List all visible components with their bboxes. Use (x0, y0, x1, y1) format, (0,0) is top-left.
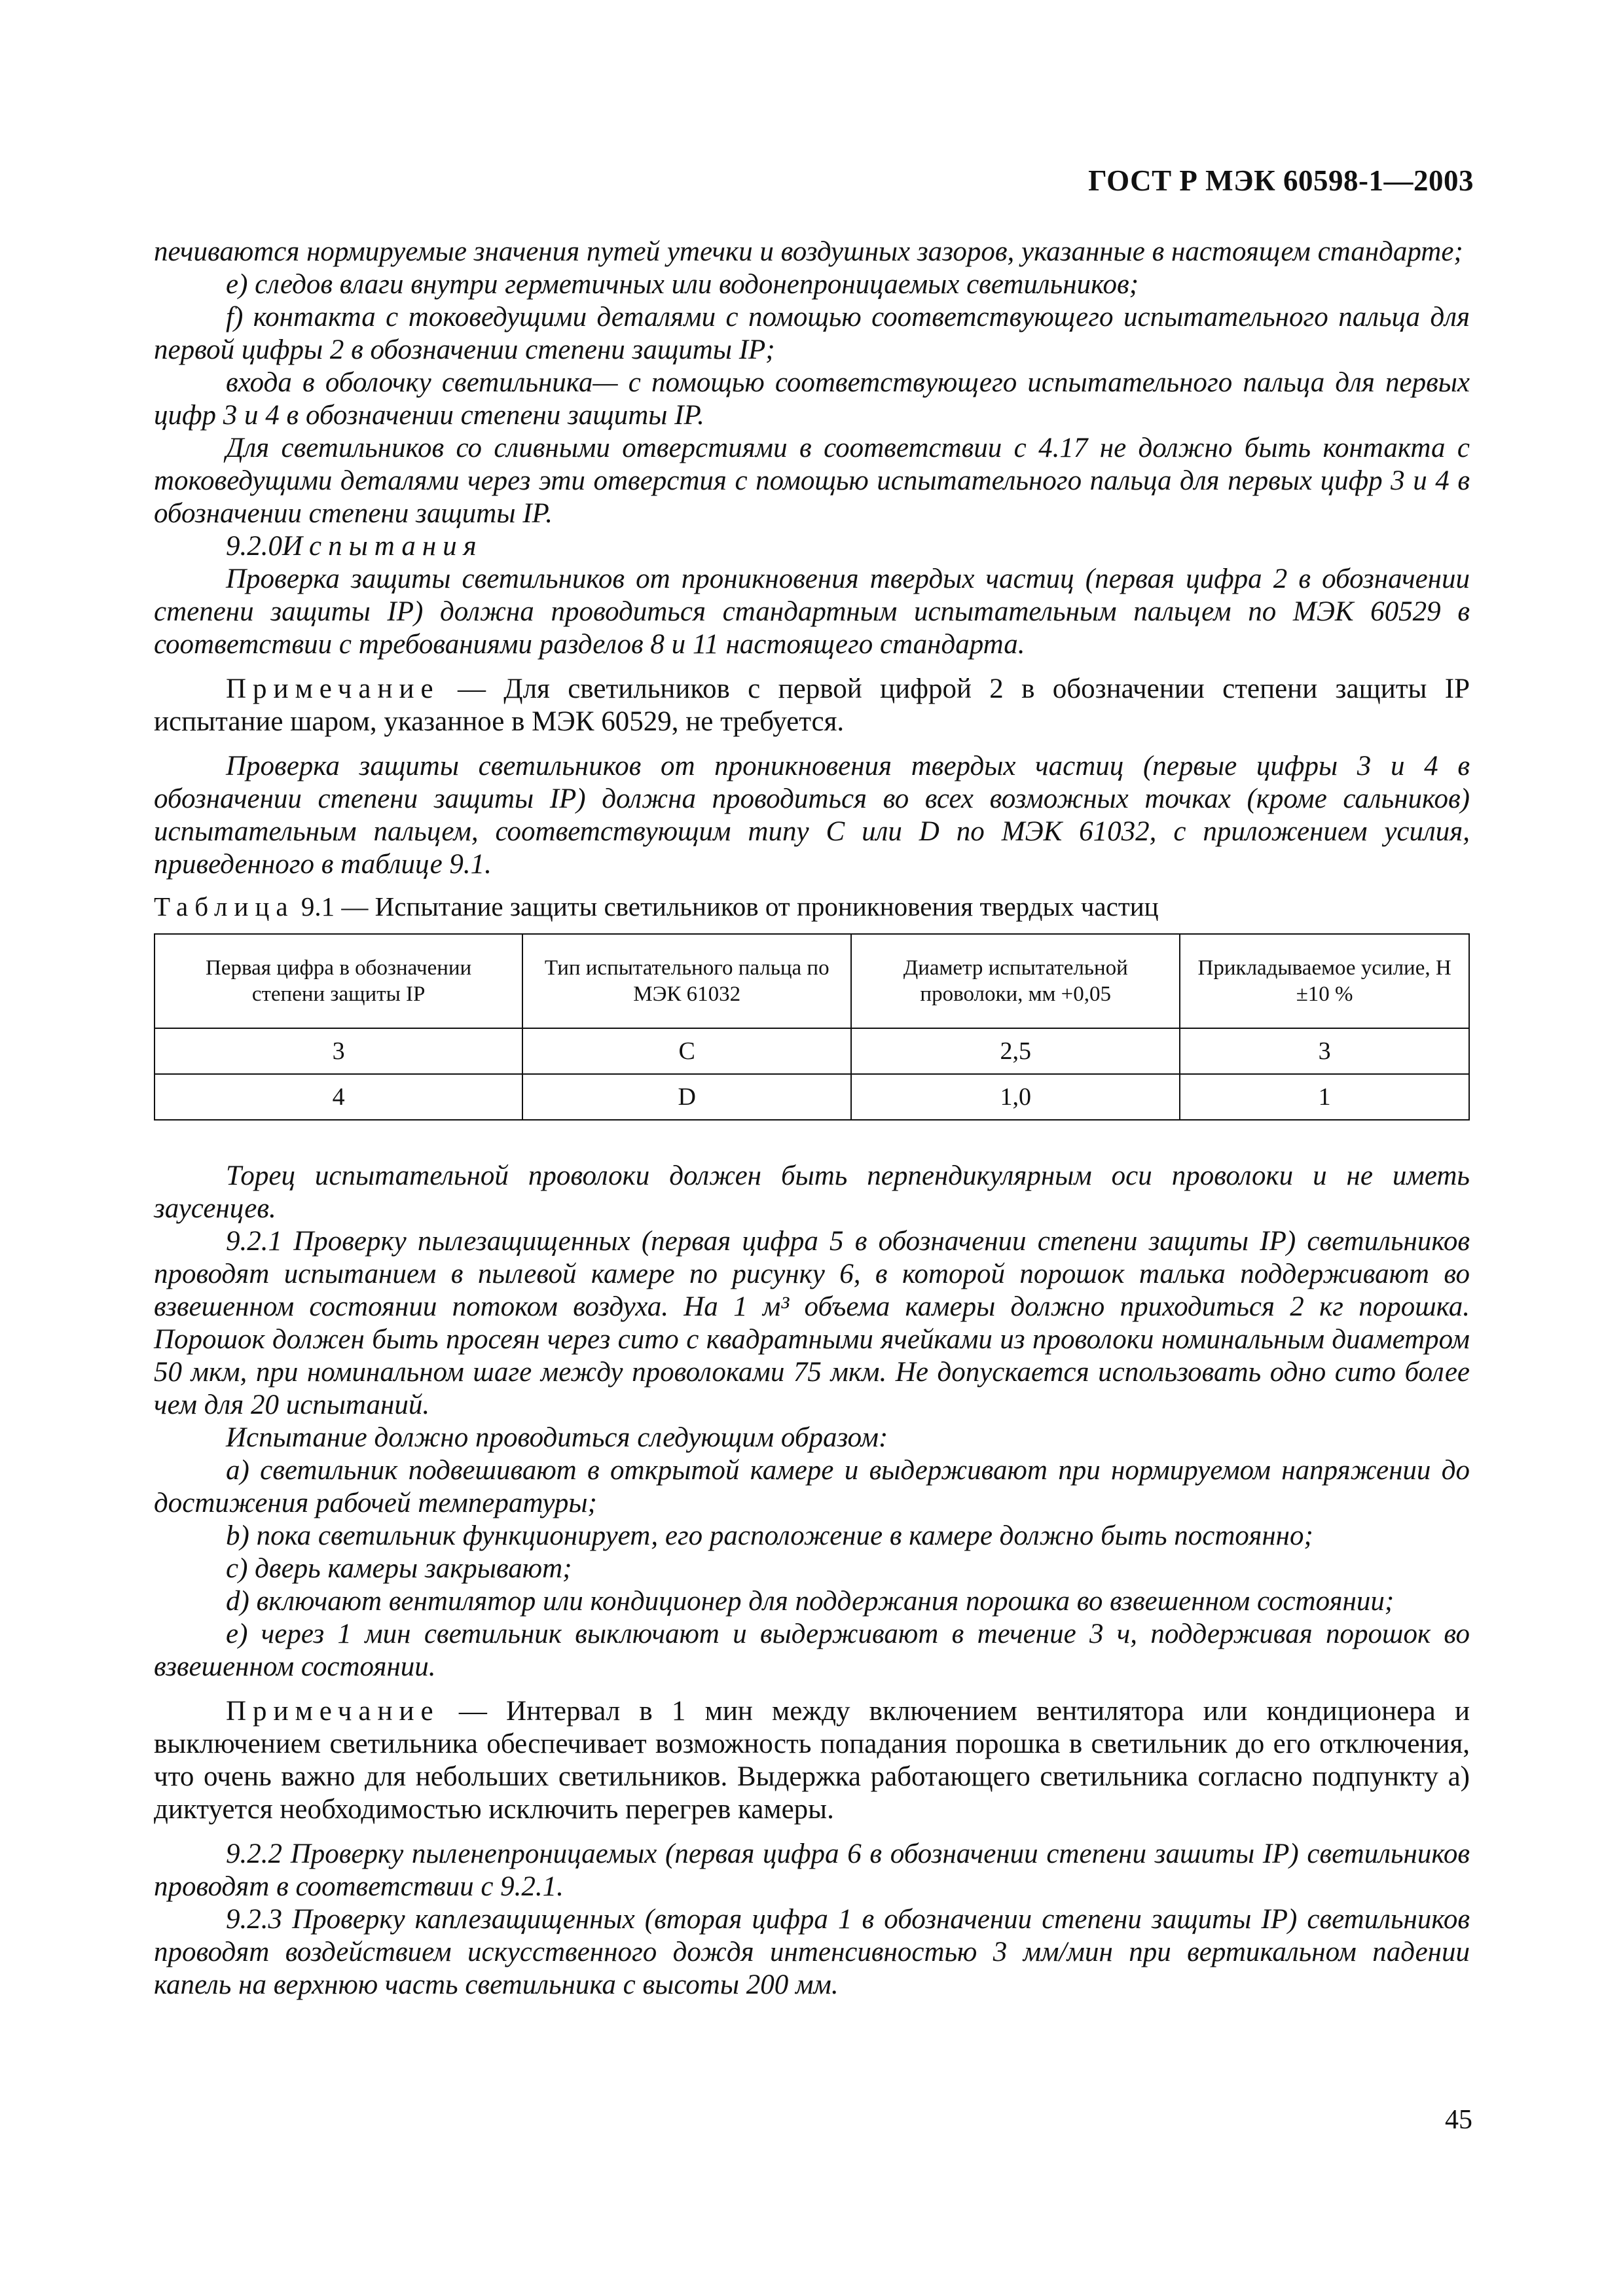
table-cell: 3 (1180, 1028, 1469, 1074)
note-text: — Интервал в 1 мин между включением вентилятора или кондиционера и выключением светильника обеспечивает возможность попадания порошка в светильник до его отключения, что очень важно для небольших светильников. Выдержка работающего светильника согласно подпункту а) диктуется необходимостью исключить перегрев камеры. (154, 1696, 1470, 1825)
paragraph-9-2-2: 9.2.2 Проверку пыленепроницаемых (первая цифра 6 в обозначении степени зашиты IP) светильников проводят в соответствии с 9.2.1. (154, 1839, 1470, 1902)
list-item-b: b) пока светильник функционирует, его расположение в камере должно быть постоянно; (226, 1520, 1313, 1551)
table-cell: 1 (1180, 1074, 1469, 1120)
section-title: Испытания (282, 531, 483, 562)
table-cell: D (522, 1074, 851, 1120)
page-body (154, 236, 1470, 2001)
table-cell: 2,5 (851, 1028, 1180, 1074)
note-2 (154, 1695, 1470, 1826)
note-text: — Для светильников с первой цифрой 2 в обозначении степени защиты IP испытание шаром, указанное в МЭК 60529, не требуется. (154, 673, 1470, 737)
table-header-cell: Диаметр испытательной проволоки, мм +0,05 (851, 934, 1180, 1028)
paragraph-drain-holes: Для светильников со сливными отверстиями в соответствии с 4.17 не должно быть контакта с токоведущими деталями через эти отверстия с помощью испытательного пальца для первых цифр 3 и 4 в обозначении степени защиты IP. (154, 433, 1470, 529)
paragraph-continuation: печиваются нормируемые значения путей утечки и воздушных зазоров, указанные в настоящем стандарте; (154, 236, 1463, 267)
table-header-cell: Первая цифра в обозначении степени защиты IP (155, 934, 522, 1028)
paragraph-9-2-3: 9.2.3 Проверку каплезащищенных (вторая цифра 1 в обозначении степени защиты IP) светильников проводят воздействием искусственного дождя интенсивностью 3 мм/мин при вертикальном падении капель на верхнюю часть светильника с высоты 200 мм. (154, 1904, 1470, 2000)
page-number: 45 (1445, 2105, 1472, 2135)
list-item-e2: e) через 1 мин светильник выключают и выдерживают в течение 3 ч, поддерживая порошок во взвешенном состоянии. (154, 1619, 1470, 1682)
table-caption-label: Таблица (154, 891, 295, 922)
table-header-cell: Тип испытательного пальца по МЭК 61032 (522, 934, 851, 1028)
paragraph-wire-end: Торец испытательной проволоки должен быть перпендикулярным оси проволоки и не иметь заусенцев. (154, 1160, 1470, 1224)
standard-code-header: ГОСТ Р МЭК 60598-1—2003 (1088, 164, 1474, 197)
list-item-e: e) следов влаги внутри герметичных или водонепроницаемых светильников; (226, 269, 1139, 300)
section-number: 9.2.0 (226, 531, 282, 562)
table-header-cell: Прикладываемое усилие, Н ±10 % (1180, 934, 1469, 1028)
paragraph-9-2-1: 9.2.1 Проверку пылезащищенных (первая цифра 5 в обозначении степени защиты IP) светильников проводят испытанием в пылевой камере по рисунку 6, в которой порошок талька поддерживают во взвешенном состоянии потоком воздуха. На 1 м³ объема камеры должно приходиться 2 кг порошка. Порошок должен быть просеян через сито с квадратными ячейками из проволоки номинальным диаметром 50 мкм, при номинальном шаге между проволоками 75 мкм. Не допускается использовать одно сито более чем для 20 испытаний. (154, 1226, 1470, 1420)
note-label: Примечание (226, 673, 440, 704)
table-cell: C (522, 1028, 851, 1074)
table-cell: 4 (155, 1074, 522, 1120)
table-caption (154, 890, 1470, 923)
table-row (155, 1074, 1469, 1120)
section-heading (154, 530, 1470, 563)
note-1 (154, 673, 1470, 738)
table-caption-text: 9.1 — Испытание защиты светильников от проникновения твердых частиц (294, 891, 1159, 922)
table-header-row (155, 934, 1469, 1028)
table-row (155, 1028, 1469, 1074)
list-item-a: a) светильник подвешивают в открытой камере и выдерживают при нормируемом напряжении до достижения рабочей температуры; (154, 1455, 1470, 1518)
paragraph-entry: входа в оболочку светильника— с помощью соответствующего испытательного пальца для первых цифр 3 и 4 в обозначении степени защиты IP. (154, 367, 1470, 431)
paragraph-test-procedure: Испытание должно проводиться следующим образом: (226, 1422, 888, 1453)
list-item-c: c) дверь камеры закрывают; (226, 1553, 572, 1584)
table-cell: 3 (155, 1028, 522, 1074)
paragraph-check-ip2: Проверка защиты светильников от проникновения твердых частиц (первая цифра 2 в обозначении степени защиты IP) должна проводиться стандартным испытательным пальцем по МЭК 60529 в соответствии с требованиями разделов 8 и 11 настоящего стандарта. (154, 564, 1470, 660)
table-cell: 1,0 (851, 1074, 1180, 1120)
note-label: Примечание (226, 1696, 440, 1727)
paragraph-check-ip3-4: Проверка защиты светильников от проникновения твердых частиц (первые цифры 3 и 4 в обозначении степени защиты IP) должна проводиться во всех возможных точках (кроме сальников) испытательным пальцем, соответствующим типу C или D по МЭК 61032, с приложением усилия, приведенного в таблице 9.1. (154, 751, 1470, 880)
table-9-1 (154, 933, 1470, 1121)
list-item-d: d) включают вентилятор или кондиционер для поддержания порошка во взвешенном состоянии; (226, 1586, 1395, 1617)
list-item-f: f) контакта с токоведущими деталями с помощью соответствующего испытательного пальца для первой цифры 2 в обозначении степени защиты IP; (154, 302, 1470, 365)
